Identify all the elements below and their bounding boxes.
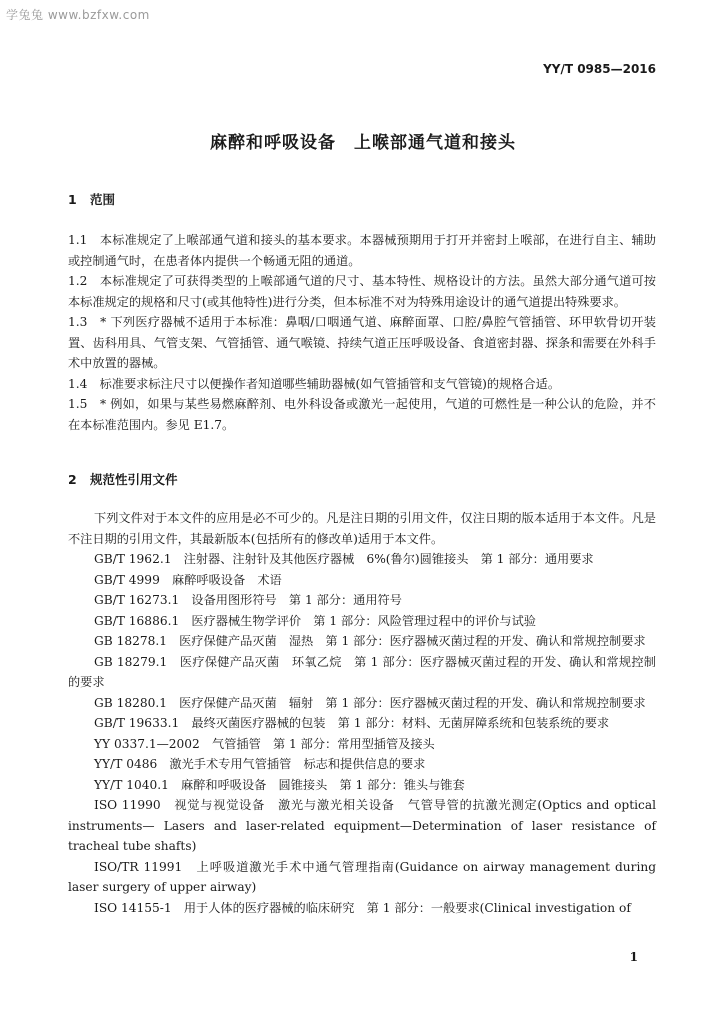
clause-1-3: 1.3 * 下列医疗器械不适用于本标准：鼻咽/口咽通气道、麻醉面罩、口腔/鼻腔气管插管、环甲软骨切开装置、齿科用具、气管支架、气管插管、通气喉镜、持续气道正压呼吸设备、食道密封器、探条和需要在外科手术中放置的器械。 — [68, 315, 656, 370]
section-2-title: 规范性引用文件 — [90, 472, 178, 487]
page-title: 麻醉和呼吸设备 上喉部通气道和接头 — [210, 133, 516, 153]
section-1-number: 1 — [68, 192, 77, 207]
reference-item: GB/T 4999 麻醉呼吸设备 术语 — [94, 572, 282, 587]
clause-1-1: 1.1 本标准规定了上喉部通气道和接头的基本要求。本器械预期用于打开并密封上喉部，在进行自主、辅助或控制通气时，在患者体内提供一个畅通无阻的通道。 — [68, 233, 656, 268]
section-2-heading — [68, 470, 178, 488]
watermark: 学兔兔 www.bzfxw.com — [6, 8, 150, 22]
reference-item: YY 0337.1—2002 气管插管 第 1 部分：常用型插管及接头 — [94, 736, 435, 751]
section-1-title: 范围 — [90, 192, 116, 207]
references-intro: 下列文件对于本文件的应用是必不可少的。凡是注日期的引用文件，仅注日期的版本适用于本文件。凡是不注日期的引用文件，其最新版本(包括所有的修改单)适用于本文件。 — [68, 511, 656, 546]
reference-item: YY/T 1040.1 麻醉和呼吸设备 圆锥接头 第 1 部分：锥头与锥套 — [94, 777, 465, 792]
reference-item: ISO/TR 11991 上呼吸道激光手术中通气管理指南(Guidance on airway management during laser surgery of upper airway) — [68, 859, 656, 894]
page-number: 1 — [629, 950, 638, 964]
section-2-body — [68, 508, 656, 918]
clause-1-4: 1.4 标准要求标注尺寸以便操作者知道哪些辅助器械(如气管插管和支气管镜)的规格合适。 — [68, 376, 561, 391]
reference-item: ISO 11990 视觉与视觉设备 激光与激光相关设备 气管导管的抗激光测定(Optics and optical instruments— Lasers and laser-related equipment—Determination of laser resistance of tracheal tube shafts) — [68, 798, 656, 853]
section-2-number: 2 — [68, 472, 77, 487]
reference-item: GB 18278.1 医疗保健产品灭菌 湿热 第 1 部分：医疗器械灭菌过程的开发、确认和常规控制要求 — [94, 634, 646, 648]
section-1-body — [68, 230, 656, 435]
reference-item: GB/T 1962.1 注射器、注射针及其他医疗器械 6%(鲁尔)圆锥接头 第 1 部分：通用要求 — [94, 552, 594, 566]
reference-item: GB 18280.1 医疗保健产品灭菌 辐射 第 1 部分：医疗器械灭菌过程的开发、确认和常规控制要求 — [94, 695, 646, 710]
reference-item: ISO 14155-1 用于人体的医疗器械的临床研究 第 1 部分：一般要求(Clinical investigation of — [94, 900, 631, 915]
reference-item: GB 18279.1 医疗保健产品灭菌 环氧乙烷 第 1 部分：医疗器械灭菌过程的开发、确认和常规控制的要求 — [68, 654, 656, 689]
reference-item: GB/T 16886.1 医疗器械生物学评价 第 1 部分：风险管理过程中的评价与试验 — [94, 613, 536, 628]
section-1-heading — [68, 190, 115, 208]
clause-1-2: 1.2 本标准规定了可获得类型的上喉部通气道的尺寸、基本特性、规格设计的方法。虽然大部分通气道可按本标准规定的规格和尺寸(或其他特性)进行分类，但本标准不对为特殊用途设计的通气道提出特殊要求。 — [68, 274, 656, 309]
clause-1-5: 1.5 * 例如，如果与某些易燃麻醉剂、电外科设备或激光一起使用，气道的可燃性是一种公认的危险，并不在本标准范围内。参见 E1.7。 — [68, 397, 656, 432]
reference-item: YY/T 0486 激光手术专用气管插管 标志和提供信息的要求 — [94, 757, 426, 771]
reference-item: GB/T 19633.1 最终灭菌医疗器械的包装 第 1 部分：材料、无菌屏障系统和包装系统的要求 — [94, 716, 610, 730]
reference-item: GB/T 16273.1 设备用图形符号 第 1 部分：通用符号 — [94, 593, 402, 607]
standard-number: YY/T 0985—2016 — [543, 62, 656, 76]
